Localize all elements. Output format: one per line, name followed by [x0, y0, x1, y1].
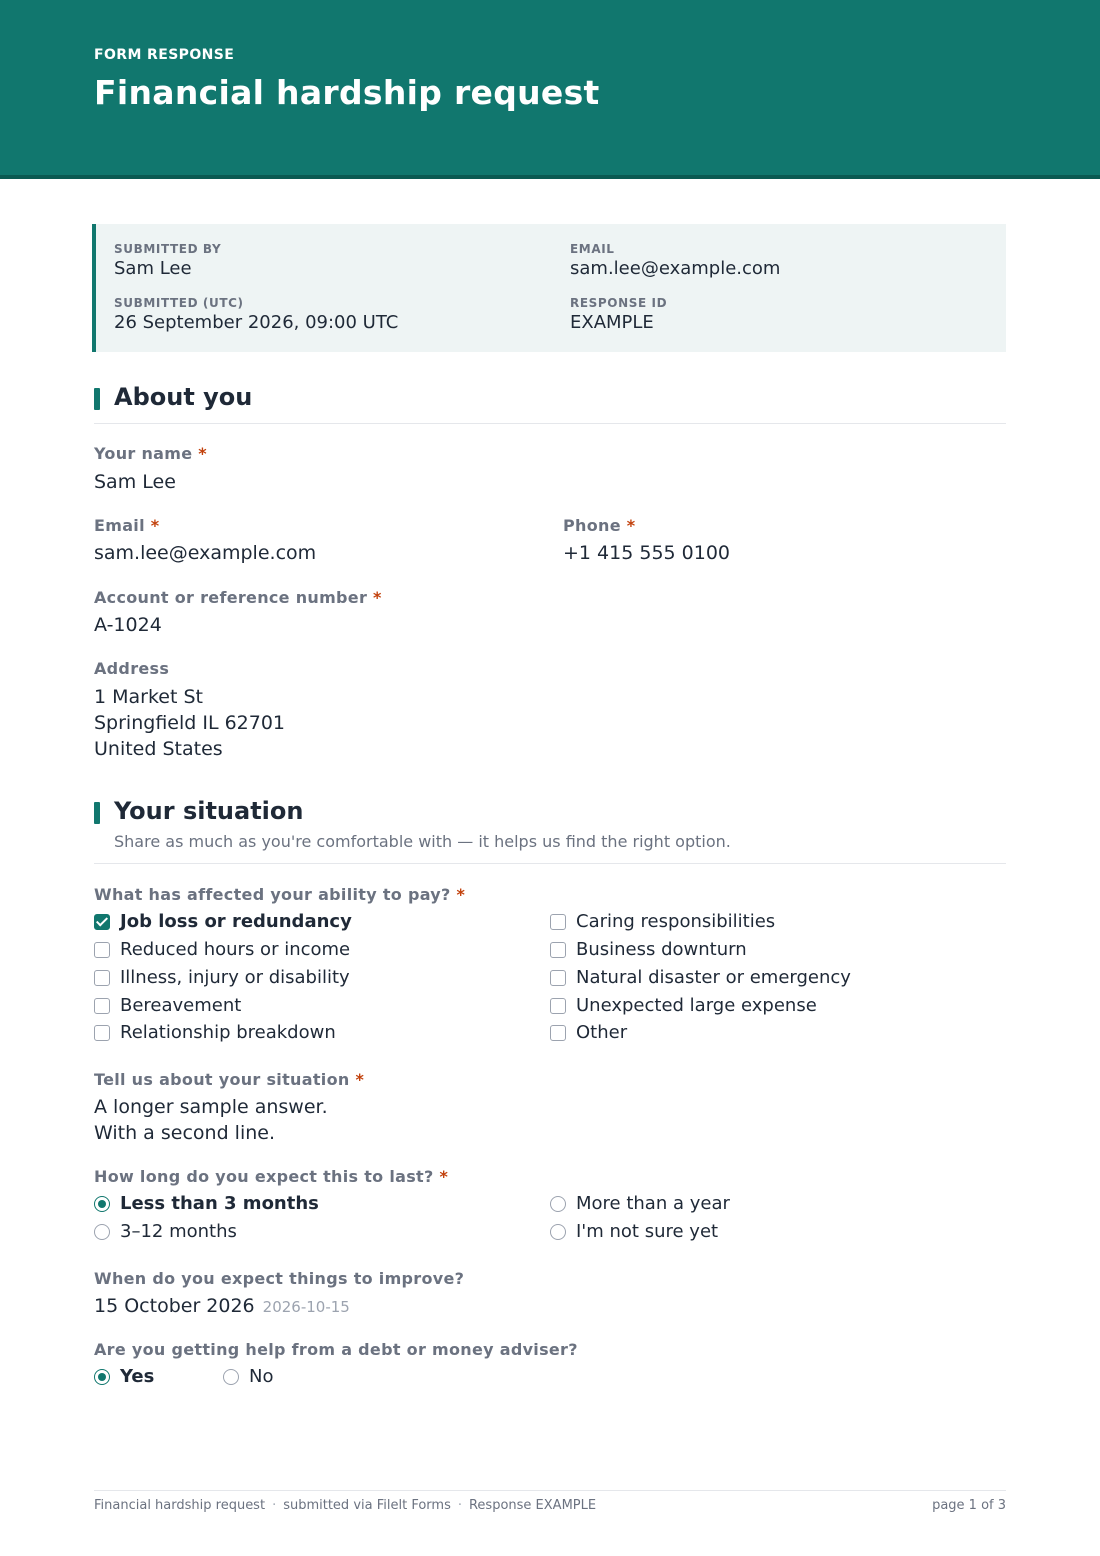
checkbox-unchecked-icon — [94, 970, 110, 986]
page-number: page 1 of 3 — [932, 1498, 1006, 1513]
section-divider — [94, 423, 1006, 424]
radio-selected-icon — [94, 1196, 110, 1212]
label-text: Email — [94, 516, 145, 535]
footer-response: Response EXAMPLE — [468, 1498, 597, 1513]
meta-submitted-by — [114, 241, 221, 280]
option-label: More than a year — [576, 1193, 730, 1214]
field-label-phone — [563, 516, 635, 535]
field-label-tell — [94, 1070, 364, 1089]
option-label: No — [249, 1366, 274, 1387]
field-value-email: sam.lee@example.com — [94, 542, 317, 564]
meta-value: EXAMPLE — [570, 312, 654, 333]
field-value-improve — [94, 1293, 350, 1320]
field-label-account — [94, 588, 382, 607]
field-label-improve — [94, 1269, 464, 1288]
field-value-name: Sam Lee — [94, 471, 176, 493]
section-subtitle: Share as much as you're comfortable with — it helps us find the right option. — [114, 832, 731, 851]
field-label-duration — [94, 1167, 448, 1186]
field-label-email — [94, 516, 159, 535]
answer-line: With a second line. — [94, 1122, 275, 1144]
option-label: I'm not sure yet — [576, 1221, 719, 1242]
required-marker: * — [626, 516, 636, 535]
label-text: How long do you expect this to last? — [94, 1167, 434, 1186]
section-accent-bar — [94, 388, 100, 410]
meta-email — [570, 241, 780, 280]
meta-label: EMAIL — [570, 242, 615, 256]
section-accent-bar — [94, 802, 100, 824]
required-marker: * — [456, 885, 466, 904]
field-label-address — [94, 659, 169, 678]
label-text: Tell us about your situation — [94, 1070, 350, 1089]
option-label: Natural disaster or emergency — [576, 967, 851, 988]
footer-divider — [94, 1490, 1006, 1491]
section-title-about — [94, 383, 252, 411]
checkbox-unchecked-icon — [550, 942, 566, 958]
option-label: 3–12 months — [120, 1221, 237, 1242]
section-title-text: About you — [114, 383, 253, 411]
label-text: Your name — [94, 444, 193, 463]
radio-unselected-icon — [94, 1224, 110, 1240]
option-label: Illness, injury or disability — [120, 967, 350, 988]
radio-unselected-icon — [550, 1224, 566, 1240]
field-value-address — [94, 684, 285, 762]
answer-line: A longer sample answer. — [94, 1096, 328, 1118]
radio-unselected-icon — [223, 1369, 239, 1385]
radio-selected-icon — [94, 1369, 110, 1385]
meta-response-id — [570, 295, 667, 334]
improve-date-iso: 2026-10-15 — [262, 1298, 350, 1316]
label-text: When do you expect things to improve? — [94, 1269, 465, 1288]
field-value-phone: +1 415 555 0100 — [563, 542, 731, 564]
label-text: Account or reference number — [94, 588, 368, 607]
improve-date: 15 October 2026 — [94, 1295, 255, 1317]
option-label: Other — [576, 1022, 628, 1043]
footer-separator: · — [457, 1498, 462, 1513]
meta-label: SUBMITTED BY — [114, 242, 222, 256]
option-label: Less than 3 months — [120, 1193, 319, 1214]
radio-unselected-icon — [550, 1196, 566, 1212]
label-text: Are you getting help from a debt or money adviser? — [94, 1340, 578, 1359]
required-marker: * — [439, 1167, 449, 1186]
field-value-tell — [94, 1094, 328, 1146]
checkbox-checked-icon — [94, 914, 110, 930]
meta-label: RESPONSE ID — [570, 296, 668, 310]
checkbox-unchecked-icon — [94, 1025, 110, 1041]
option-label: Yes — [120, 1366, 155, 1387]
submission-meta — [92, 224, 1006, 352]
field-label-name — [94, 444, 207, 463]
section-title-text: Your situation — [114, 797, 304, 825]
address-line: Springfield IL 62701 — [94, 712, 286, 734]
option-label: Bereavement — [120, 995, 242, 1016]
option-label: Relationship breakdown — [120, 1022, 336, 1043]
field-label-affected — [94, 885, 465, 904]
checkbox-unchecked-icon — [550, 970, 566, 986]
checkbox-unchecked-icon — [550, 998, 566, 1014]
option-label: Caring responsibilities — [576, 911, 776, 932]
option-label: Job loss or redundancy — [120, 911, 352, 932]
option-label: Business downturn — [576, 939, 747, 960]
field-label-adviser — [94, 1340, 578, 1359]
header-banner — [0, 0, 1100, 179]
label-text: What has affected your ability to pay? — [94, 885, 451, 904]
form-eyebrow: FORM RESPONSE — [94, 47, 235, 63]
checkbox-unchecked-icon — [94, 942, 110, 958]
meta-value: Sam Lee — [114, 258, 192, 279]
address-line: United States — [94, 738, 223, 760]
label-text: Phone — [563, 516, 621, 535]
required-marker: * — [373, 588, 382, 607]
footer-separator: · — [272, 1498, 277, 1513]
checkbox-unchecked-icon — [550, 914, 566, 930]
page-title: Financial hardship request — [94, 73, 600, 112]
footer-info — [94, 1498, 596, 1513]
option-label: Unexpected large expense — [576, 995, 817, 1016]
label-text: Address — [94, 659, 170, 678]
checkbox-unchecked-icon — [550, 1025, 566, 1041]
required-marker: * — [150, 516, 160, 535]
option-label: Reduced hours or income — [120, 939, 351, 960]
meta-value: sam.lee@example.com — [570, 258, 781, 279]
footer-via: submitted via Filelt Forms — [283, 1498, 451, 1513]
meta-value: 26 September 2026, 09:00 UTC — [114, 312, 399, 333]
checkbox-unchecked-icon — [94, 998, 110, 1014]
meta-label: SUBMITTED (UTC) — [114, 296, 244, 310]
required-marker: * — [198, 444, 207, 463]
meta-submitted — [114, 295, 398, 334]
section-divider — [94, 863, 1006, 864]
section-title-situation — [94, 797, 303, 825]
footer-form-name: Financial hardship request — [94, 1498, 266, 1513]
required-marker: * — [355, 1070, 365, 1089]
field-value-account: A-1024 — [94, 614, 162, 636]
address-line: 1 Market St — [94, 686, 203, 708]
